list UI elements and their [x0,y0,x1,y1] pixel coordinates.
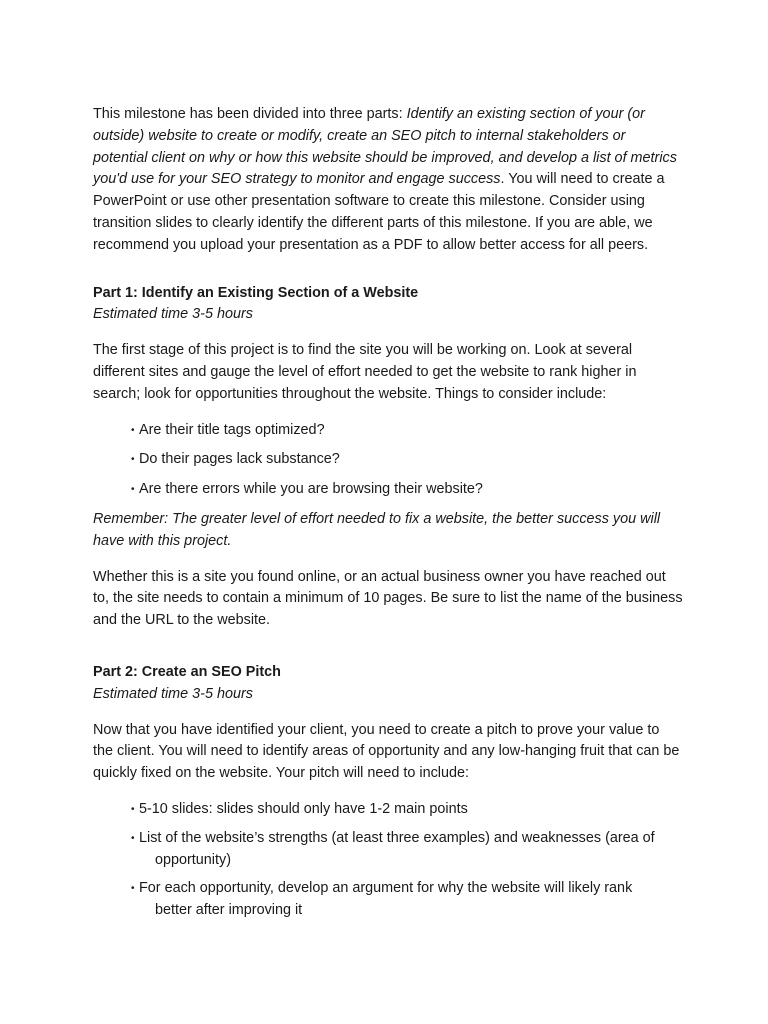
bullet-text-continued: better after improving it [155,902,303,919]
part1-paragraph: The first stage of this project is to find the site you will be working on. Look at several different sites and gauge the level of effort needed to get the website to rank higher in search; look for opportunities throughout the website. Things to consider include: [93,342,637,402]
bullet-text: 5-10 slides: slides should only have 1-2 main points [139,800,468,817]
bullet-icon: • [131,832,135,844]
intro-lead: This milestone has been divided into three parts: [93,106,407,122]
part2-bullet-list [93,799,683,922]
part2-estimate: Estimated time 3-5 hours [93,685,253,702]
remember-note: Remember: The greater level of effort needed to fix a website, the better success you will have with this project. [93,510,661,549]
list-item [131,799,683,821]
bullet-icon: • [131,454,135,466]
part1-bullet-list [93,420,683,501]
bullet-icon: • [131,883,135,895]
part1-heading: Part 1: Identify an Existing Section of a Website [93,284,419,301]
bullet-icon: • [131,803,135,815]
bullet-text: Do their pages lack substance? [139,451,340,468]
list-item [131,420,683,442]
part2-heading: Part 2: Create an SEO Pitch [93,663,281,680]
list-item [131,878,683,922]
part1-closing: Whether this is a site you found online, or an actual business owner you have reached out to, the site needs to contain a minimum of 10 pages. Be sure to list the name of the business and the URL to the website. [93,568,683,629]
bullet-text: For each opportunity, develop an argument for why the website will likely rank [139,880,633,897]
bullet-icon: • [131,484,135,496]
intro-paragraph [93,104,683,257]
list-item [131,828,683,872]
intro-italic: Identify an existing section of your (or outside) website to create or modify, create an SEO pitch to internal stakeholders or potential client on why or how this website should be improved, and develop a list of metrics you'd use for your SEO strategy to monitor and engage success [93,106,677,188]
bullet-text-continued: opportunity) [155,851,231,868]
bullet-text: Are there errors while you are browsing their website? [139,481,483,498]
bullet-text: Are their title tags optimized? [139,421,325,438]
list-item [131,449,683,471]
list-item [131,479,683,501]
part2-paragraph: Now that you have identified your client, you need to create a pitch to prove your value to the client. You will need to identify areas of opportunity and any low-hanging fruit that can be quickly fixed on the website. Your pitch will need to include: [93,721,680,782]
intro-rest: . You will need to create a PowerPoint or use other presentation software to create this milestone. Consider using transition slides to clearly identify the different parts of this milestone. If you are able, we recommend you upload your presentation as a PDF to allow better access for all peers. [93,171,665,253]
bullet-icon: • [131,424,135,436]
document-page [93,104,683,929]
bullet-text: List of the website’s strengths (at least three examples) and weaknesses (area of [139,829,655,846]
part1-estimate: Estimated time 3-5 hours [93,306,253,323]
